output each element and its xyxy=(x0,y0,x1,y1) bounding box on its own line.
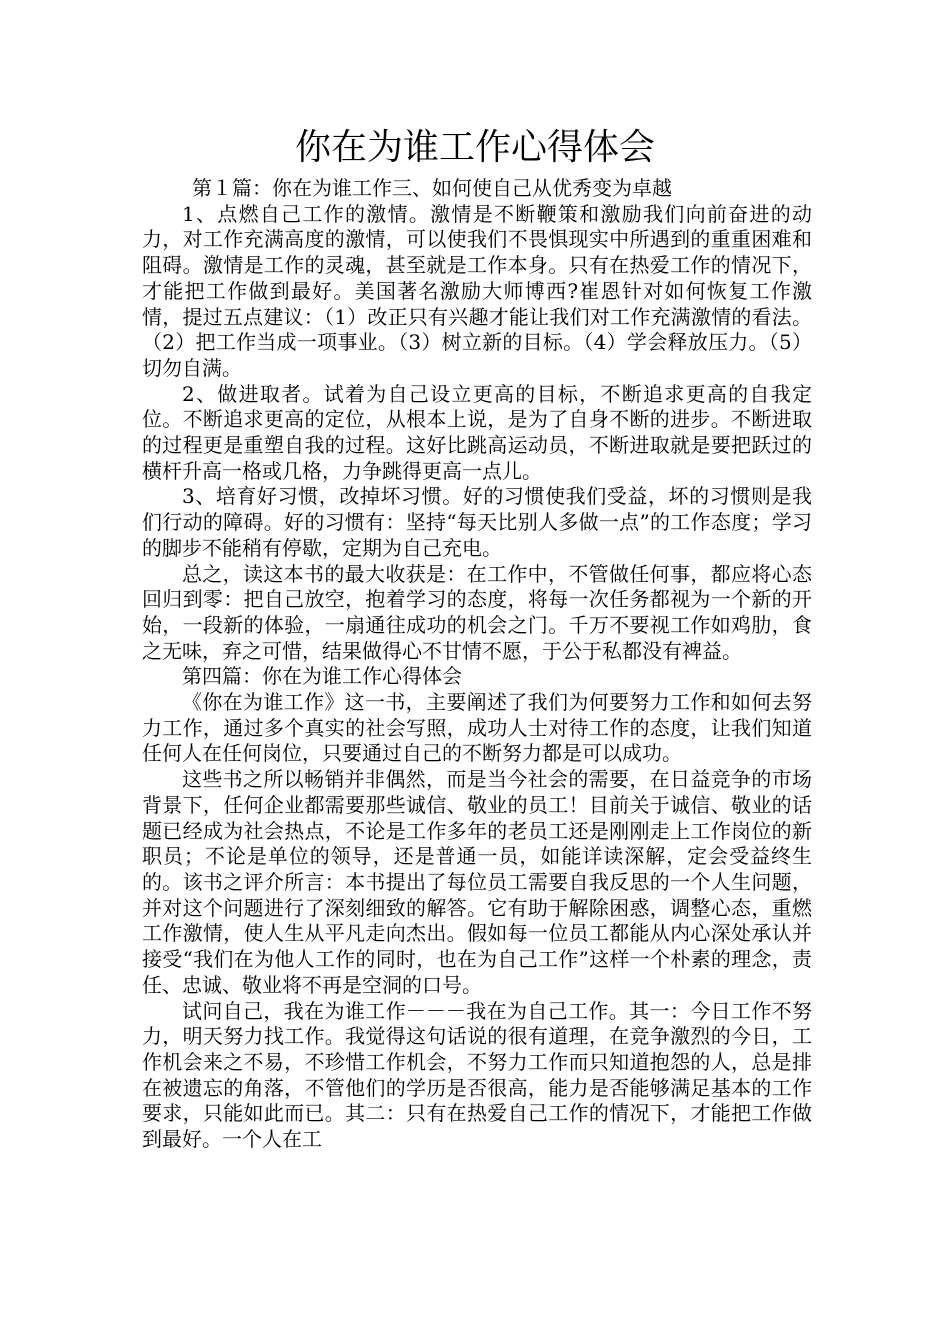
document-body xyxy=(142,176,812,1153)
section-heading-4: 第四篇：你在为谁工作心得体会 xyxy=(182,664,462,689)
section-heading-1: 第１篇：你在为谁工作三、如何使自己从优秀变为卓越 xyxy=(192,176,672,200)
body-paragraph: 这些书之所以畅销并非偶然，而是当今社会的需要，在日益竞争的市场背景下，任何企业都需要那些诚信、敬业的员工！目前关于诚信、敬业的话题已经成为社会热点，不论是工作多年的老员工还是刚刚走上工作岗位的新职员；不论是单位的领导，还是普通一员，如能详读深解，定会受益终生的。该书之评介所言：本书提出了每位员工需要自我反思的一个人生问题，并对这个问题进行了深刻细致的解答。它有助于解除困惑，调整心态，重燃工作激情，使人生从平凡走向杰出。假如每一位员工都能从内心深处承认并接受“我们在为他人工作的同时，也在为自己工作”这样一个朴素的理念，责任、忠诚、敬业将不再是空洞的口号。 xyxy=(142,767,812,997)
body-paragraph: 2、做进取者。试着为自己设立更高的目标，不断追求更高的自我定位。不断追求更高的定位，从根本上说，是为了自身不断的进步。不断进取的过程更是重塑自我的过程。这好比跳高运动员，不断进取就是要把跃过的横杆升高一格或几格，力争跳得更高一点儿。 xyxy=(142,381,812,483)
document-title: 你在为谁工作心得体会 xyxy=(294,127,655,168)
body-paragraph: 总之，读这本书的最大收获是：在工作中，不管做任何事，都应将心态回归到零：把自己放空，抱着学习的态度，将每一次任务都视为一个新的开始，一段新的体验，一扇通往成功的机会之门。千万不要视工作如鸡肋，食之无味，弃之可惜，结果做得心不甘情不愿，于公于私都没有裨益。 xyxy=(142,561,812,663)
body-paragraph: 《你在为谁工作》这一书，主要阐述了我们为何要努力工作和如何去努力工作，通过多个真实的社会写照，成功人士对待工作的态度，让我们知道任何人在任何岗位，只要通过自己的不断努力都是可以成功。 xyxy=(142,690,812,766)
body-paragraph: 1、点燃自己工作的激情。激情是不断鞭策和激励我们向前奋进的动力，对工作充满高度的激情，可以使我们不畏惧现实中所遇到的重重困难和阻碍。激情是工作的灵魂，甚至就是工作本身。只有在热爱工作的情况下，才能把工作做到最好。美国著名激励大师博西?崔恩针对如何恢复工作激情，提过五点建议：（1）改正只有兴趣才能让我们对工作充满激情的看法。（2）把工作当成一项事业。（3）树立新的目标。（4）学会释放压力。（5）切勿自满。 xyxy=(142,201,812,380)
body-paragraph: 试问自己，我在为谁工作－－－我在为自己工作。其一：今日工作不努力，明天努力找工作。我觉得这句话说的很有道理，在竞争激烈的今日，工作机会来之不易，不珍惜工作机会，不努力工作而只知道抱怨的人，总是排在被遗忘的角落，不管他们的学历是否很高，能力是否能够满足基本的工作要求，只能如此而已。其二：只有在热爱自己工作的情况下，才能把工作做到最好。一个人在工 xyxy=(142,998,812,1152)
body-paragraph: 3、培育好习惯，改掉坏习惯。好的习惯使我们受益，坏的习惯则是我们行动的障碍。好的习惯有：坚持“每天比别人多做一点”的工作态度；学习的脚步不能稍有停歇，定期为自己充电。 xyxy=(142,484,812,560)
